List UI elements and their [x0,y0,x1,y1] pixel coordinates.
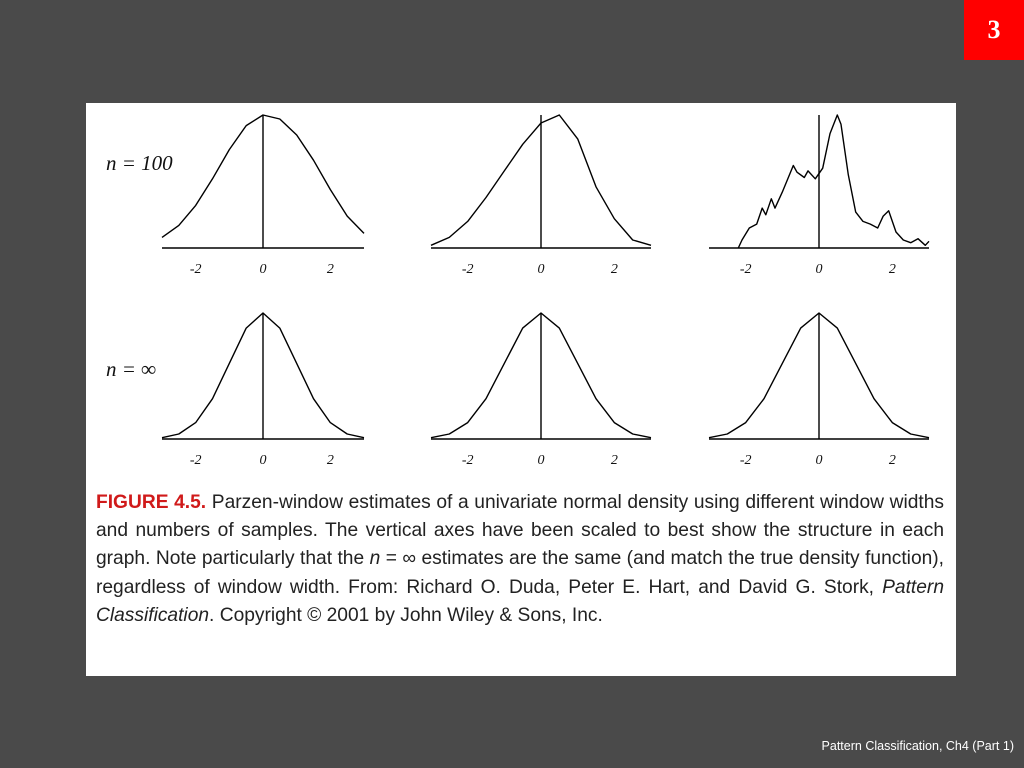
figure-caption [96,489,944,630]
plot-4-tick-label-1: -2 [189,453,202,468]
plot-2-tick-label-2: 0 [537,262,545,277]
slide-number-badge: 3 [964,0,1024,60]
plot-5-tick-label-2: 0 [537,453,545,468]
plot-6-tick-label-1: -2 [739,453,752,468]
plot-6-tick-label-3: 2 [888,453,896,468]
plot-1-tick-label-1: -2 [189,262,202,277]
plot-3-tick-label-3: 2 [888,262,896,277]
plot-3-tick-label-2: 0 [815,262,823,277]
plot-3-density-curve [738,115,929,248]
plot-4-tick-label-3: 2 [326,453,334,468]
plot-2-tick-label-1: -2 [461,262,474,277]
plot-1-tick-label-2: 0 [259,262,267,277]
caption-book-title: Pattern Classification [96,576,944,626]
caption-text-3: . Copyright © 2001 by John Wiley & Sons, Inc. [209,604,603,626]
row-label-n-100: n = 100 [106,151,173,175]
plot-6-tick-label-2: 0 [815,453,823,468]
plot-1-tick-label-3: 2 [326,262,334,277]
caption-text-2: estimates are the same (and match the true density function), regardless of window width. From: Richard O. Duda, Peter E. Hart, and David G. Stork, [96,548,945,598]
caption-text-1: Parzen-window estimates of a univariate normal density using different window widths and numbers of samples. The vertical axes have been scaled to best show the structure in each graph. Note particularly that the [96,492,945,570]
row-label-n-infinity: n = ∞ [106,357,157,381]
plot-2-tick-label-3: 2 [610,262,618,277]
plot-4-tick-label-2: 0 [259,453,267,468]
figure-label: FIGURE 4.5. [96,492,207,513]
footer-text: Pattern Classification, Ch4 (Part 1) [821,739,1014,753]
plot-5-tick-label-1: -2 [461,453,474,468]
plot-3-tick-label-1: -2 [739,262,752,277]
caption-equals-infinity: = ∞ [380,548,417,570]
figure-panel [86,103,956,676]
plots-canvas [86,103,956,483]
plot-5-tick-label-3: 2 [610,453,618,468]
caption-n-symbol: n [369,548,381,570]
